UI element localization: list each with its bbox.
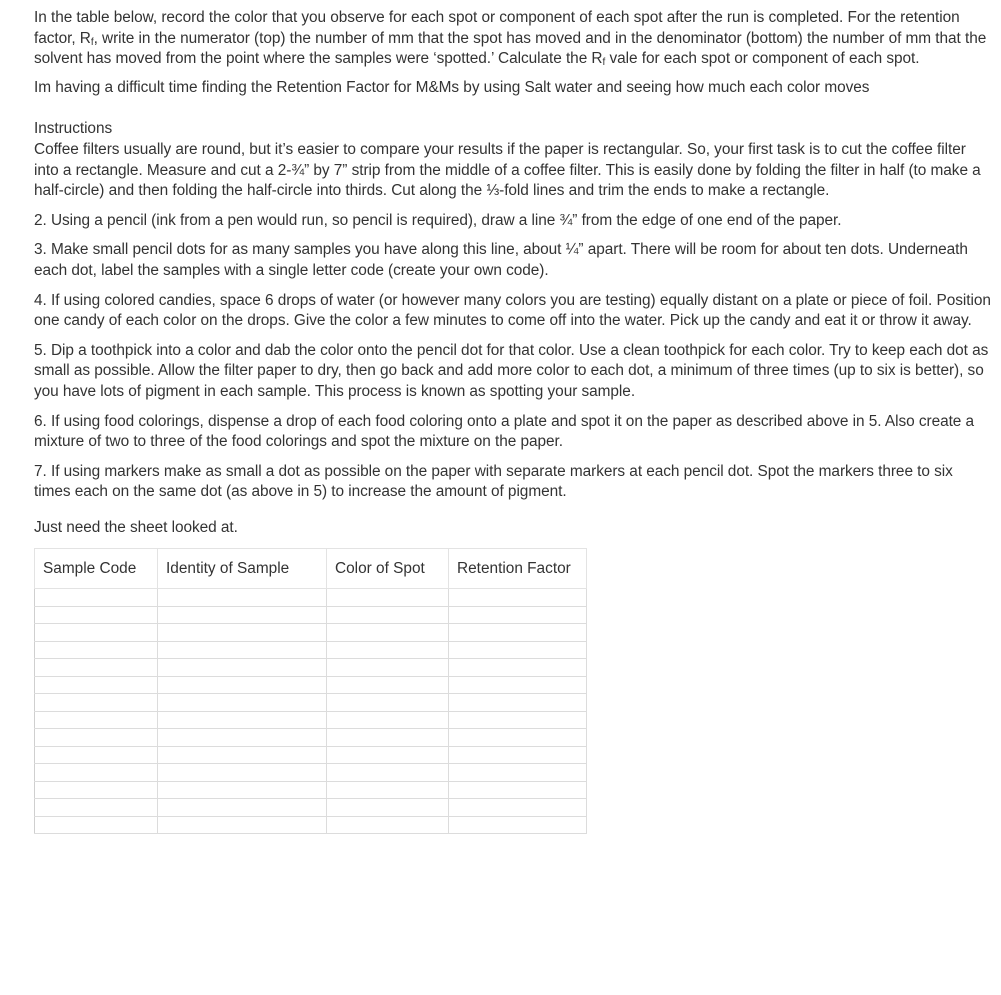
table-cell (327, 816, 449, 834)
table-cell (449, 624, 587, 642)
table-cell (158, 659, 327, 677)
table-cell (35, 729, 158, 747)
table-row (35, 676, 587, 694)
table-row (35, 746, 587, 764)
table-cell (327, 711, 449, 729)
table-cell (158, 729, 327, 747)
table-row (35, 694, 587, 712)
header-sample-code: Sample Code (35, 549, 158, 589)
table-row (35, 764, 587, 782)
table-cell (35, 711, 158, 729)
table-cell (327, 764, 449, 782)
question-content (34, 8, 992, 834)
table-cell (158, 694, 327, 712)
table-cell (158, 641, 327, 659)
rf-subscript: f (90, 36, 94, 48)
instruction-step-3: 3. Make small pencil dots for as many samples you have along this line, about ¼” apart. There will be room for about ten dots. Underneath each dot, label the samples with a single letter code (create your own code). (34, 241, 968, 279)
table-cell (327, 624, 449, 642)
table-cell (327, 641, 449, 659)
table-cell (327, 659, 449, 677)
table-row (35, 589, 587, 607)
table-cell (327, 694, 449, 712)
table-cell (327, 606, 449, 624)
table-row (35, 624, 587, 642)
instruction-step-1: Coffee filters usually are round, but it’s easier to compare your results if the paper is rectangular. So, your first task is to cut the coffee filter into a rectangle. Measure and cut a 2-¾” by 7” strip from the middle of a coffee filter. This is easily done by folding the filter in half (to make a half-circle) and then folding the half-circle into thirds. Cut along the ⅓-fold lines and trim the ends to make a rectangle. (34, 140, 981, 200)
table-cell (449, 764, 587, 782)
instructions-heading: Instructions (34, 120, 113, 138)
table-cell (158, 746, 327, 764)
table-cell (35, 659, 158, 677)
table-cell (449, 589, 587, 607)
table-cell (158, 799, 327, 817)
closing-note: Just need the sheet looked at. (34, 518, 238, 536)
table-cell (35, 676, 158, 694)
table-body (35, 589, 587, 834)
table-cell (449, 676, 587, 694)
table-cell (449, 711, 587, 729)
table-row (35, 659, 587, 677)
intro-text-3: vale for each spot or component of each spot. (605, 50, 920, 68)
table-cell (35, 589, 158, 607)
table-cell (158, 624, 327, 642)
table-cell (449, 659, 587, 677)
table-cell (449, 641, 587, 659)
table-row (35, 799, 587, 817)
results-table (34, 548, 587, 834)
table-cell (35, 816, 158, 834)
table-cell (158, 764, 327, 782)
table-cell (449, 799, 587, 817)
instruction-step-4: 4. If using colored candies, space 6 drops of water (or however many colors you are testing) equally distant on a plate or piece of foil. Position one candy of each color on the drops. Give the color a few minutes to come off into the water. Pick up the candy and eat it or throw it away. (34, 291, 991, 330)
table-cell (35, 799, 158, 817)
intro-text-1: In the table below, record the color that you observe for each spot or component of each spot after the run is completed. For the retention factor, R (34, 9, 960, 47)
table-cell (158, 781, 327, 799)
table-cell (327, 799, 449, 817)
table-row (35, 641, 587, 659)
table-cell (327, 729, 449, 747)
intro-text-2: , write in the numerator (top) the number of mm that the spot has moved and in the denominator (bottom) the number of mm that the solvent has moved from the point where the samples were ‘spotted.’ Calculate the R (34, 29, 987, 68)
instruction-step-5: 5. Dip a toothpick into a color and dab the color onto the pencil dot for that color. Use a clean toothpick for each color. Try to keep each dot as small as possible. Allow the filter paper to dry, then go back and add more color to each dot, a minimum of three times (up to six is better), so you have lots of pigment in each sample. This process is known as spotting your sample. (34, 341, 989, 400)
table-cell (158, 816, 327, 834)
table-row (35, 816, 587, 834)
header-identity-of-sample: Identity of Sample (158, 549, 327, 589)
table-cell (158, 589, 327, 607)
table-cell (449, 694, 587, 712)
question-paragraph: Im having a difficult time finding the Retention Factor for M&Ms by using Salt water and seeing how much each color moves (34, 78, 870, 96)
table-header-row (35, 549, 587, 589)
instruction-step-2: 2. Using a pencil (ink from a pen would run, so pencil is required), draw a line ¾” from the edge of one end of the paper. (34, 211, 842, 229)
table-cell (449, 729, 587, 747)
table-cell (35, 624, 158, 642)
table-cell (449, 781, 587, 799)
table-row (35, 606, 587, 624)
table-cell (449, 746, 587, 764)
table-row (35, 729, 587, 747)
table-cell (158, 676, 327, 694)
table-cell (35, 764, 158, 782)
table-cell (158, 711, 327, 729)
table-cell (327, 746, 449, 764)
table-cell (449, 606, 587, 624)
rf-subscript: f (602, 57, 606, 69)
table-cell (327, 781, 449, 799)
table-cell (35, 781, 158, 799)
table-cell (327, 676, 449, 694)
instruction-step-7: 7. If using markers make as small a dot as possible on the paper with separate markers at each pencil dot. Spot the markers three to six times each on the same dot (as above in 5) to increase the amount of pigment. (34, 462, 953, 501)
table-cell (158, 606, 327, 624)
table-cell (35, 694, 158, 712)
table-cell (449, 816, 587, 834)
table-cell (35, 641, 158, 659)
table-cell (35, 606, 158, 624)
table-cell (35, 746, 158, 764)
table-row (35, 711, 587, 729)
table-row (35, 781, 587, 799)
intro-paragraph (34, 8, 992, 70)
table-cell (327, 589, 449, 607)
header-retention-factor: Retention Factor (449, 549, 587, 589)
instruction-step-6: 6. If using food colorings, dispense a drop of each food coloring onto a plate and spot it on the paper as described above in 5. Also create a mixture of two to three of the food colorings and spot the mixture on the paper. (34, 412, 975, 451)
header-color-of-spot: Color of Spot (327, 549, 449, 589)
